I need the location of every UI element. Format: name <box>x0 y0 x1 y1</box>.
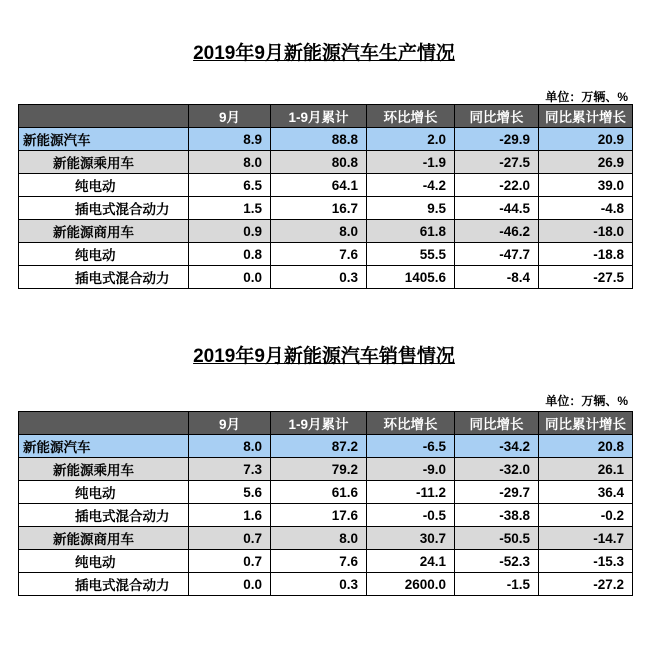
row-label: 纯电动 <box>19 174 189 197</box>
table-cell: 61.6 <box>271 481 367 504</box>
table-cell: 17.6 <box>271 504 367 527</box>
table-cell: -52.3 <box>455 550 539 573</box>
table-cell: -32.0 <box>455 458 539 481</box>
table-cell: 0.9 <box>189 220 271 243</box>
table-cell: -4.8 <box>539 197 633 220</box>
production-header-blank <box>19 105 189 128</box>
production-title: 2019年9月新能源汽车生产情况 <box>193 43 455 64</box>
sales-header-blank <box>19 412 189 435</box>
table-cell: -6.5 <box>367 435 455 458</box>
production-table-body <box>19 128 633 289</box>
table-cell: 1.5 <box>189 197 271 220</box>
table-row <box>19 504 633 527</box>
table-cell: 8.0 <box>271 220 367 243</box>
table-cell: 80.8 <box>271 151 367 174</box>
row-label: 新能源汽车 <box>19 435 189 458</box>
sales-table <box>18 411 633 596</box>
table-cell: 20.8 <box>539 435 633 458</box>
table-cell: 79.2 <box>271 458 367 481</box>
table-row <box>19 458 633 481</box>
table-cell: 7.6 <box>271 550 367 573</box>
table-cell: -44.5 <box>455 197 539 220</box>
row-label: 纯电动 <box>19 550 189 573</box>
row-label: 插电式混合动力 <box>19 504 189 527</box>
table-cell: 88.8 <box>271 128 367 151</box>
table-cell: 0.0 <box>189 573 271 596</box>
table-cell: -0.2 <box>539 504 633 527</box>
table-cell: 2600.0 <box>367 573 455 596</box>
table-cell: -27.5 <box>455 151 539 174</box>
sales-title: 2019年9月新能源汽车销售情况 <box>193 346 455 367</box>
table-row <box>19 128 633 151</box>
row-label: 新能源商用车 <box>19 527 189 550</box>
table-cell: 9.5 <box>367 197 455 220</box>
table-cell: -38.8 <box>455 504 539 527</box>
table-row <box>19 573 633 596</box>
table-cell: 87.2 <box>271 435 367 458</box>
table-cell: -34.2 <box>455 435 539 458</box>
table-cell: -1.5 <box>455 573 539 596</box>
table-cell: -0.5 <box>367 504 455 527</box>
table-cell: 8.0 <box>189 151 271 174</box>
table-row <box>19 435 633 458</box>
table-cell: -1.9 <box>367 151 455 174</box>
table-cell: -29.7 <box>455 481 539 504</box>
row-label: 新能源乘用车 <box>19 151 189 174</box>
table-cell: 64.1 <box>271 174 367 197</box>
table-cell: -8.4 <box>455 266 539 289</box>
production-table <box>18 104 633 289</box>
sales-table-body <box>19 435 633 596</box>
table-cell: -27.2 <box>539 573 633 596</box>
row-label: 新能源乘用车 <box>19 458 189 481</box>
production-header-row <box>19 105 633 128</box>
table-row <box>19 243 633 266</box>
table-cell: 26.9 <box>539 151 633 174</box>
row-label: 新能源商用车 <box>19 220 189 243</box>
row-label: 新能源汽车 <box>19 128 189 151</box>
table-row <box>19 220 633 243</box>
table-cell: 1405.6 <box>367 266 455 289</box>
table-cell: 8.0 <box>271 527 367 550</box>
table-row <box>19 266 633 289</box>
table-cell: 55.5 <box>367 243 455 266</box>
production-unit-note: 单位：万辆、% <box>545 90 628 104</box>
table-cell: 8.9 <box>189 128 271 151</box>
sales-header-month: 9月 <box>189 412 271 435</box>
table-cell: 0.0 <box>189 266 271 289</box>
table-cell: -46.2 <box>455 220 539 243</box>
table-row <box>19 197 633 220</box>
production-header-ytd-yoy: 同比累计增长 <box>539 105 633 128</box>
table-cell: 0.3 <box>271 573 367 596</box>
table-cell: 1.6 <box>189 504 271 527</box>
row-label: 插电式混合动力 <box>19 573 189 596</box>
table-cell: -14.7 <box>539 527 633 550</box>
table-cell: 0.7 <box>189 527 271 550</box>
sales-header-ytd-yoy: 同比累计增长 <box>539 412 633 435</box>
table-row <box>19 151 633 174</box>
row-label: 纯电动 <box>19 243 189 266</box>
table-row <box>19 174 633 197</box>
table-cell: -18.0 <box>539 220 633 243</box>
table-cell: 0.7 <box>189 550 271 573</box>
table-cell: 16.7 <box>271 197 367 220</box>
table-cell: -11.2 <box>367 481 455 504</box>
table-cell: 2.0 <box>367 128 455 151</box>
table-cell: 20.9 <box>539 128 633 151</box>
table-cell: -9.0 <box>367 458 455 481</box>
production-header-yoy: 同比增长 <box>455 105 539 128</box>
table-cell: 24.1 <box>367 550 455 573</box>
table-cell: -18.8 <box>539 243 633 266</box>
table-cell: 30.7 <box>367 527 455 550</box>
table-cell: -4.2 <box>367 174 455 197</box>
sales-header-yoy: 同比增长 <box>455 412 539 435</box>
table-cell: 36.4 <box>539 481 633 504</box>
sales-header-row <box>19 412 633 435</box>
table-row <box>19 527 633 550</box>
production-header-month: 9月 <box>189 105 271 128</box>
table-cell: 7.3 <box>189 458 271 481</box>
table-cell: -15.3 <box>539 550 633 573</box>
production-header-ytd: 1-9月累计 <box>271 105 367 128</box>
row-label: 插电式混合动力 <box>19 197 189 220</box>
table-cell: 0.3 <box>271 266 367 289</box>
sales-header-ytd: 1-9月累计 <box>271 412 367 435</box>
table-cell: -29.9 <box>455 128 539 151</box>
sales-header-mom: 环比增长 <box>367 412 455 435</box>
row-label: 插电式混合动力 <box>19 266 189 289</box>
sales-unit-note: 单位：万辆、% <box>545 394 628 408</box>
table-cell: 7.6 <box>271 243 367 266</box>
table-cell: 26.1 <box>539 458 633 481</box>
table-row <box>19 550 633 573</box>
table-cell: -50.5 <box>455 527 539 550</box>
table-cell: -47.7 <box>455 243 539 266</box>
production-header-mom: 环比增长 <box>367 105 455 128</box>
table-cell: 61.8 <box>367 220 455 243</box>
table-cell: 6.5 <box>189 174 271 197</box>
table-cell: -27.5 <box>539 266 633 289</box>
table-cell: 5.6 <box>189 481 271 504</box>
table-cell: 39.0 <box>539 174 633 197</box>
row-label: 纯电动 <box>19 481 189 504</box>
table-cell: 0.8 <box>189 243 271 266</box>
table-cell: -22.0 <box>455 174 539 197</box>
table-row <box>19 481 633 504</box>
table-cell: 8.0 <box>189 435 271 458</box>
